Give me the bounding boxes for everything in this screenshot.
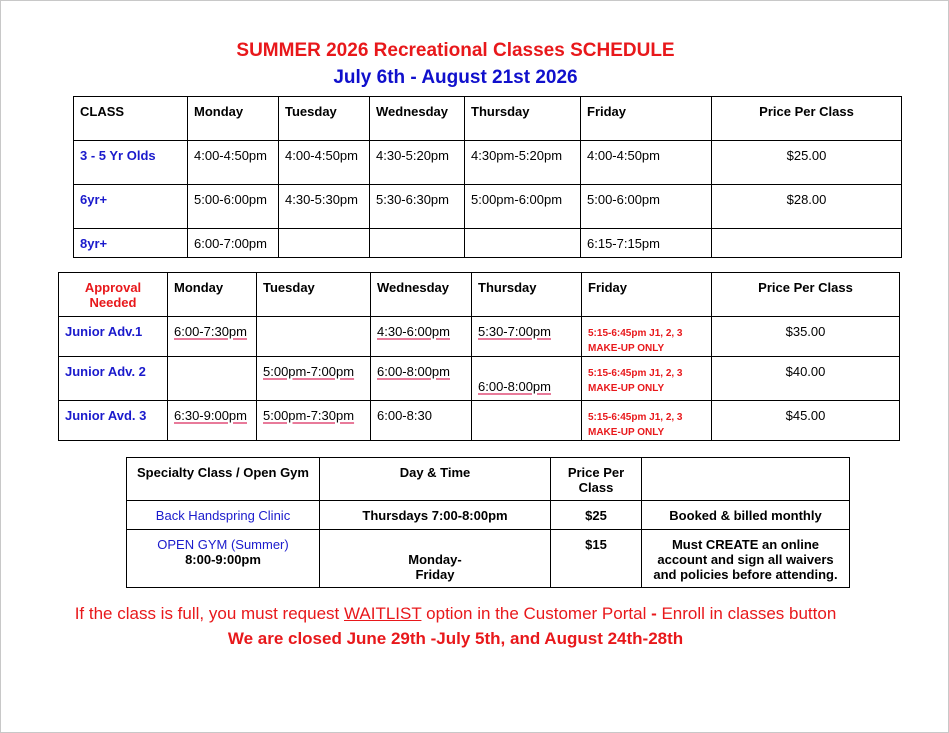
friday-time: 5:15-6:45pm J1, 2, 3 <box>588 368 683 379</box>
table-row <box>59 317 900 357</box>
thursday-time: 5:00pm-6:00pm <box>471 192 563 207</box>
open-gym-cell <box>127 530 319 567</box>
header-friday: Friday <box>588 280 628 295</box>
wednesday-time: 5:30-6:30pm <box>376 192 449 207</box>
schedule-title: SUMMER 2026 Recreational Classes SCHEDULE <box>236 40 675 61</box>
wednesday-time: 4:30-6:00pm <box>377 324 450 339</box>
recreational-schedule-table <box>73 96 902 258</box>
monday-time <box>168 357 256 364</box>
thursday-time: 6:00-8:00pm <box>478 379 551 394</box>
junior-schedule-table <box>58 272 900 441</box>
header-price: Price Per Class <box>759 104 854 119</box>
class-name: 6yr+ <box>80 192 108 207</box>
approval-needed-label: Approval Needed <box>84 280 142 310</box>
friday-time: 6:15-7:15pm <box>587 236 660 251</box>
price: $40.00 <box>785 364 826 379</box>
header-friday: Friday <box>587 104 627 119</box>
monday-time: 5:00-6:00pm <box>194 192 267 207</box>
price: $28.00 <box>786 192 827 207</box>
waitlist-link[interactable]: WAITLIST <box>343 604 422 623</box>
table-row <box>59 357 900 401</box>
thursday-time: 5:30-7:00pm <box>478 324 551 339</box>
table-row <box>74 185 902 229</box>
wednesday-time: 6:00-8:30 <box>377 408 432 423</box>
friday-time: 5:15-6:45pm J1, 2, 3 <box>588 412 683 423</box>
class-name: Junior Adv. 2 <box>65 364 146 379</box>
class-name: Junior Avd. 3 <box>65 408 147 423</box>
class-name: OPEN GYM (Summer) <box>157 537 289 552</box>
monday-time: 6:00-7:30pm <box>174 324 247 339</box>
class-name: Junior Adv.1 <box>65 324 143 339</box>
header-monday: Monday <box>194 104 244 119</box>
makeup-only-note: MAKE-UP ONLY <box>588 383 665 394</box>
table-header-row <box>59 273 900 317</box>
price <box>712 229 901 236</box>
header-day-time: Day & Time <box>399 465 471 480</box>
class-name: 8yr+ <box>80 236 108 251</box>
table-row <box>74 141 902 185</box>
table-row <box>74 229 902 258</box>
price: $35.00 <box>785 324 826 339</box>
price: $25.00 <box>786 148 827 163</box>
price: $45.00 <box>785 408 826 423</box>
registration-note: Must CREATE an online account and sign all waivers and policies before attending. <box>653 537 838 582</box>
friday-time: 5:15-6:45pm J1, 2, 3 <box>588 328 683 339</box>
tuesday-time: 5:00pm-7:30pm <box>263 408 355 423</box>
day-time: Monday- Friday <box>408 552 462 582</box>
table-row <box>59 401 900 441</box>
friday-time: 4:00-4:50pm <box>587 148 660 163</box>
thursday-time <box>465 229 580 236</box>
header-monday: Monday <box>174 280 224 295</box>
header-specialty-class: Specialty Class / Open Gym <box>137 465 309 480</box>
waitlist-notice-text: option in the Customer Portal <box>421 604 652 623</box>
header-note <box>642 458 849 465</box>
closure-notice: We are closed June 29th -July 5th, and August 24th-28th <box>227 629 684 648</box>
thursday-time: 4:30pm-5:20pm <box>471 148 563 163</box>
wednesday-time: 4:30-5:20pm <box>376 148 449 163</box>
tuesday-time: 4:00-4:50pm <box>285 148 358 163</box>
header-price: Price Per Class <box>567 465 625 495</box>
table-row <box>127 530 850 588</box>
class-name: 3 - 5 Yr Olds <box>80 148 156 163</box>
tuesday-time <box>279 229 369 236</box>
monday-time: 4:00-4:50pm <box>194 148 267 163</box>
waitlist-notice <box>0 604 911 624</box>
tuesday-time: 4:30-5:30pm <box>285 192 358 207</box>
table-row <box>127 501 850 530</box>
makeup-only-note: MAKE-UP ONLY <box>588 343 665 354</box>
makeup-only-note: MAKE-UP ONLY <box>588 427 665 438</box>
tuesday-time: 5:00pm-7:00pm <box>263 364 355 379</box>
waitlist-notice-text: Enroll in classes button <box>656 604 837 623</box>
monday-time: 6:00-7:00pm <box>194 236 267 251</box>
tuesday-time <box>257 317 370 324</box>
class-name: Back Handspring Clinic <box>155 508 291 523</box>
waitlist-notice-text: If the class is full, you must request <box>74 604 344 623</box>
header-tuesday: Tuesday <box>285 104 337 119</box>
table-header-row <box>127 458 850 501</box>
friday-makeup <box>582 357 711 396</box>
wednesday-time <box>370 229 464 236</box>
friday-makeup <box>582 317 711 356</box>
header-tuesday: Tuesday <box>263 280 315 295</box>
header-class: CLASS <box>80 104 125 119</box>
header-price: Price Per Class <box>758 280 853 295</box>
wednesday-time: 6:00-8:00pm <box>377 364 450 379</box>
schedule-dates: July 6th - August 21st 2026 <box>333 67 578 88</box>
price: $15 <box>585 537 607 552</box>
specialty-schedule-table <box>126 457 850 588</box>
class-time: 8:00-9:00pm <box>185 552 261 567</box>
thursday-time <box>472 401 581 408</box>
header-wednesday: Wednesday <box>376 104 449 119</box>
header-wednesday: Wednesday <box>377 280 450 295</box>
header-thursday: Thursday <box>471 104 530 119</box>
day-time: Thursdays 7:00-8:00pm <box>362 508 508 523</box>
price: $25 <box>585 508 607 523</box>
header-thursday: Thursday <box>478 280 537 295</box>
table-header-row <box>74 97 902 141</box>
waitlist-notice-dash: - <box>651 604 657 623</box>
friday-time: 5:00-6:00pm <box>587 192 660 207</box>
billing-note: Booked & billed monthly <box>669 508 822 523</box>
friday-makeup <box>582 401 711 440</box>
monday-time: 6:30-9:00pm <box>174 408 247 423</box>
